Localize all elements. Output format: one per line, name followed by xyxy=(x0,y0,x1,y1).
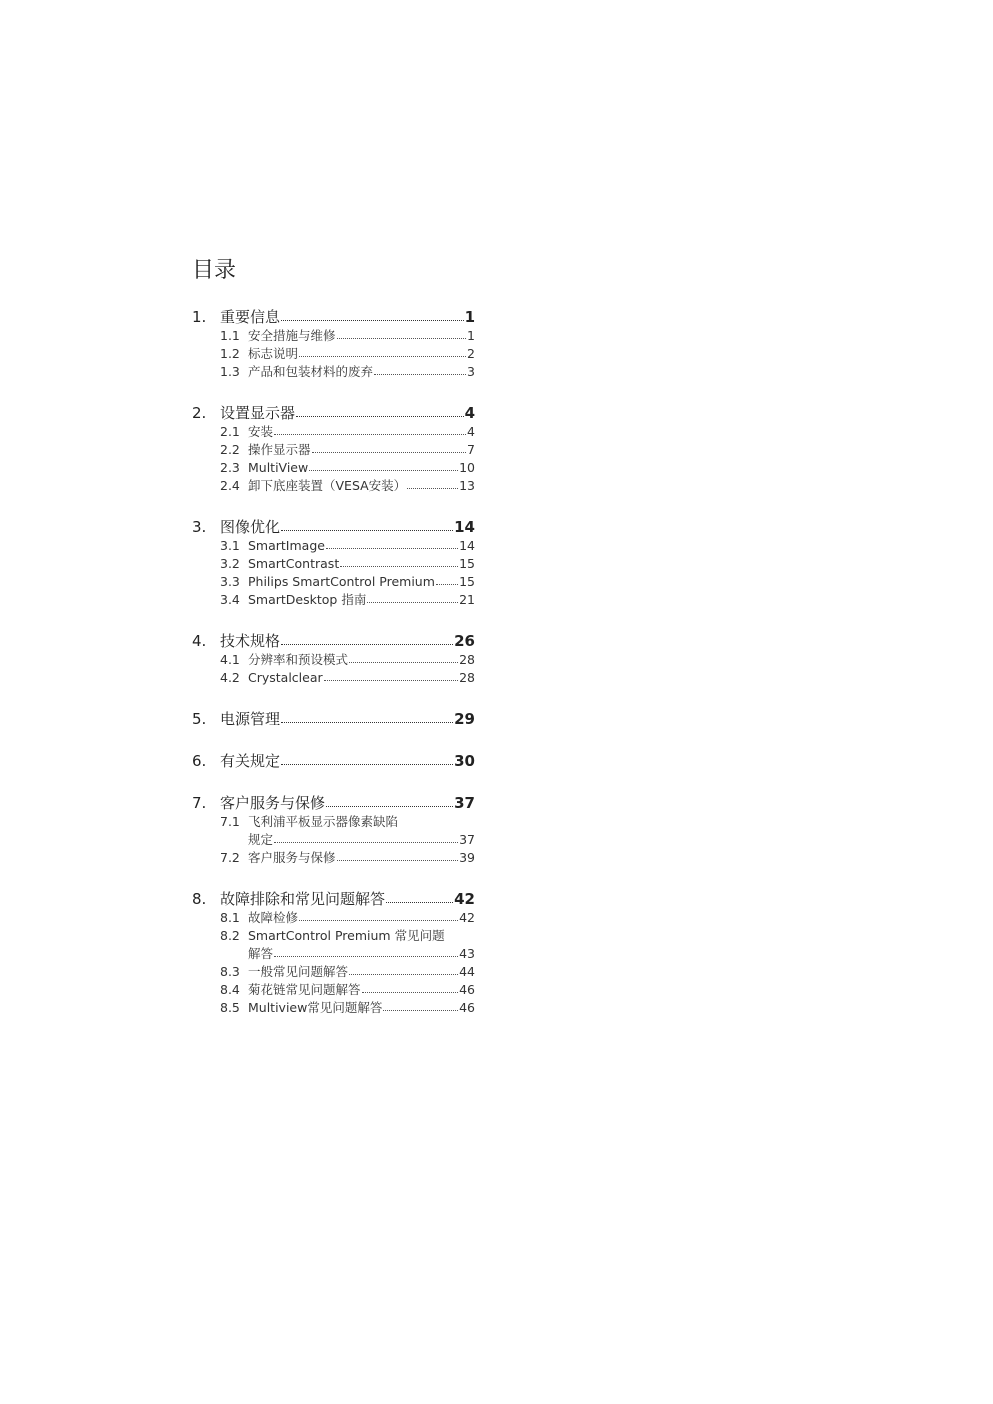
section-entry[interactable] xyxy=(220,573,475,591)
section-page: 15 xyxy=(459,574,475,589)
section-list xyxy=(220,423,475,495)
chapter-title: 有关规定 xyxy=(220,752,281,770)
dot-leader xyxy=(274,839,458,843)
section-number: 1.3 xyxy=(220,364,240,379)
section-number: 7.2 xyxy=(220,850,240,865)
chapter-list xyxy=(192,307,475,1017)
chapter-page: 1 xyxy=(464,308,475,326)
chapter-2 xyxy=(192,403,475,495)
section-page: 15 xyxy=(459,556,475,571)
section-title: SmartContrast xyxy=(248,556,340,571)
chapter-entry[interactable] xyxy=(192,751,475,771)
section-number: 3.2 xyxy=(220,556,240,571)
dot-leader xyxy=(274,431,466,435)
chapter-number: 3. xyxy=(192,518,207,536)
toc-heading: 目录 xyxy=(192,258,237,283)
chapter-title: 故障排除和常见问题解答 xyxy=(220,890,386,908)
chapter-number: 4. xyxy=(192,632,207,650)
section-number: 3.4 xyxy=(220,592,240,607)
section-number: 2.3 xyxy=(220,460,240,475)
section-number: 3.1 xyxy=(220,538,240,553)
section-page: 21 xyxy=(459,592,475,607)
dot-leader xyxy=(309,467,458,471)
section-title: SmartImage xyxy=(248,538,325,553)
chapter-title: 技术规格 xyxy=(220,632,281,650)
section-page: 2 xyxy=(467,346,475,361)
chapter-page: 42 xyxy=(454,890,475,908)
dot-leader xyxy=(281,526,453,531)
chapter-1 xyxy=(192,307,475,381)
dot-leader xyxy=(407,485,458,489)
section-page: 39 xyxy=(459,850,475,865)
section-list xyxy=(220,327,475,381)
section-page: 14 xyxy=(459,538,475,553)
section-title: 菊花链常见问题解答 xyxy=(248,982,361,997)
section-list xyxy=(220,813,475,867)
dot-leader xyxy=(296,412,464,417)
section-list xyxy=(220,537,475,609)
chapter-title: 客户服务与保修 xyxy=(220,794,326,812)
section-entry[interactable] xyxy=(220,963,475,981)
section-page: 1 xyxy=(467,328,475,343)
section-title: SmartControl Premium 常见问题 xyxy=(248,928,445,943)
section-title: 操作显示器 xyxy=(248,442,311,457)
chapter-number: 5. xyxy=(192,710,207,728)
section-list xyxy=(220,909,475,1017)
section-title: 分辨率和预设模式 xyxy=(248,652,349,667)
chapter-entry[interactable] xyxy=(192,307,475,327)
dot-leader xyxy=(299,917,458,921)
section-page: 42 xyxy=(459,910,475,925)
section-entry[interactable] xyxy=(220,813,475,849)
section-number: 8.4 xyxy=(220,982,240,997)
chapter-entry[interactable] xyxy=(192,517,475,537)
chapter-entry[interactable] xyxy=(192,889,475,909)
section-title: Multiview常见问题解答 xyxy=(248,1000,383,1015)
section-page: 3 xyxy=(467,364,475,379)
chapter-page: 37 xyxy=(454,794,475,812)
section-entry[interactable] xyxy=(220,555,475,573)
section-entry[interactable] xyxy=(220,909,475,927)
chapter-title: 图像优化 xyxy=(220,518,281,536)
section-number: 4.2 xyxy=(220,670,240,685)
chapter-number: 1. xyxy=(192,308,207,326)
section-title: 故障检修 xyxy=(248,910,299,925)
chapter-number: 6. xyxy=(192,752,207,770)
dot-leader xyxy=(324,677,458,681)
chapter-7 xyxy=(192,793,475,867)
dot-leader xyxy=(367,599,458,603)
dot-leader xyxy=(312,449,467,453)
section-entry[interactable] xyxy=(220,423,475,441)
chapter-page: 4 xyxy=(464,404,475,422)
dot-leader xyxy=(281,640,453,645)
section-page: 46 xyxy=(459,1000,475,1015)
dot-leader xyxy=(349,659,458,663)
chapter-8 xyxy=(192,889,475,1017)
section-entry[interactable] xyxy=(220,927,475,963)
section-number: 8.2 xyxy=(220,928,240,943)
dot-leader xyxy=(349,971,458,975)
chapter-page: 26 xyxy=(454,632,475,650)
section-entry[interactable] xyxy=(220,849,475,867)
section-entry[interactable] xyxy=(220,591,475,609)
section-title: 产品和包装材料的废弃 xyxy=(248,364,374,379)
section-entry[interactable] xyxy=(220,477,475,495)
section-entry[interactable] xyxy=(220,327,475,345)
chapter-page: 29 xyxy=(454,710,475,728)
section-number: 2.1 xyxy=(220,424,240,439)
dot-leader xyxy=(299,353,466,357)
section-title: 飞利浦平板显示器像素缺陷 xyxy=(248,814,399,829)
section-entry[interactable] xyxy=(220,363,475,381)
section-title: Crystalclear xyxy=(248,670,323,685)
chapter-3 xyxy=(192,517,475,609)
chapter-entry[interactable] xyxy=(192,709,475,729)
section-page: 10 xyxy=(459,460,475,475)
section-title: 标志说明 xyxy=(248,346,299,361)
dot-leader xyxy=(281,718,453,723)
section-title-continued: 规定 xyxy=(248,832,274,847)
chapter-6 xyxy=(192,751,475,771)
section-page: 7 xyxy=(467,442,475,457)
chapter-entry[interactable] xyxy=(192,403,475,423)
dot-leader xyxy=(281,316,464,321)
section-title: 客户服务与保修 xyxy=(248,850,336,865)
dot-leader xyxy=(386,898,453,903)
section-page: 46 xyxy=(459,982,475,997)
section-title: SmartDesktop 指南 xyxy=(248,592,367,607)
section-entry[interactable] xyxy=(220,669,475,687)
section-number: 3.3 xyxy=(220,574,240,589)
section-page: 13 xyxy=(459,478,475,493)
dot-leader xyxy=(326,802,453,807)
section-page: 37 xyxy=(459,832,475,847)
chapter-entry[interactable] xyxy=(192,793,475,813)
section-list xyxy=(220,651,475,687)
section-entry[interactable] xyxy=(220,999,475,1017)
chapter-number: 7. xyxy=(192,794,207,812)
section-number: 1.1 xyxy=(220,328,240,343)
dot-leader xyxy=(340,563,458,567)
section-entry[interactable] xyxy=(220,441,475,459)
section-page: 4 xyxy=(467,424,475,439)
section-title: 安全措施与维修 xyxy=(248,328,336,343)
section-entry[interactable] xyxy=(220,651,475,669)
section-number: 8.1 xyxy=(220,910,240,925)
chapter-number: 2. xyxy=(192,404,207,422)
chapter-number: 8. xyxy=(192,890,207,908)
dot-leader xyxy=(374,371,466,375)
section-page: 28 xyxy=(459,670,475,685)
chapter-title: 重要信息 xyxy=(220,308,281,326)
section-entry[interactable] xyxy=(220,537,475,555)
section-title: 卸下底座装置（VESA安装） xyxy=(248,478,407,493)
dot-leader xyxy=(326,545,458,549)
section-title: Philips SmartControl Premium xyxy=(248,574,435,589)
section-title-continued: 解答 xyxy=(248,946,274,961)
section-number: 2.4 xyxy=(220,478,240,493)
dot-leader xyxy=(337,335,467,339)
section-page: 43 xyxy=(459,946,475,961)
section-title: 一般常见问题解答 xyxy=(248,964,349,979)
dot-leader xyxy=(274,953,458,957)
section-title: 安装 xyxy=(248,424,274,439)
section-entry[interactable] xyxy=(220,345,475,363)
section-page: 28 xyxy=(459,652,475,667)
chapter-title: 电源管理 xyxy=(220,710,281,728)
dot-leader xyxy=(337,857,459,861)
section-entry[interactable] xyxy=(220,459,475,477)
section-page: 44 xyxy=(459,964,475,979)
chapter-page: 30 xyxy=(454,752,475,770)
section-number: 4.1 xyxy=(220,652,240,667)
section-entry[interactable] xyxy=(220,981,475,999)
table-of-contents xyxy=(192,255,475,1039)
section-number: 8.3 xyxy=(220,964,240,979)
chapter-5 xyxy=(192,709,475,729)
chapter-title: 设置显示器 xyxy=(220,404,296,422)
section-number: 8.5 xyxy=(220,1000,240,1015)
dot-leader xyxy=(383,1007,458,1011)
section-number: 2.2 xyxy=(220,442,240,457)
dot-leader xyxy=(362,989,459,993)
dot-leader xyxy=(436,581,458,585)
dot-leader xyxy=(281,760,453,765)
chapter-4 xyxy=(192,631,475,687)
chapter-page: 14 xyxy=(454,518,475,536)
section-number: 1.2 xyxy=(220,346,240,361)
section-title: MultiView xyxy=(248,460,309,475)
chapter-entry[interactable] xyxy=(192,631,475,651)
section-number: 7.1 xyxy=(220,814,240,829)
